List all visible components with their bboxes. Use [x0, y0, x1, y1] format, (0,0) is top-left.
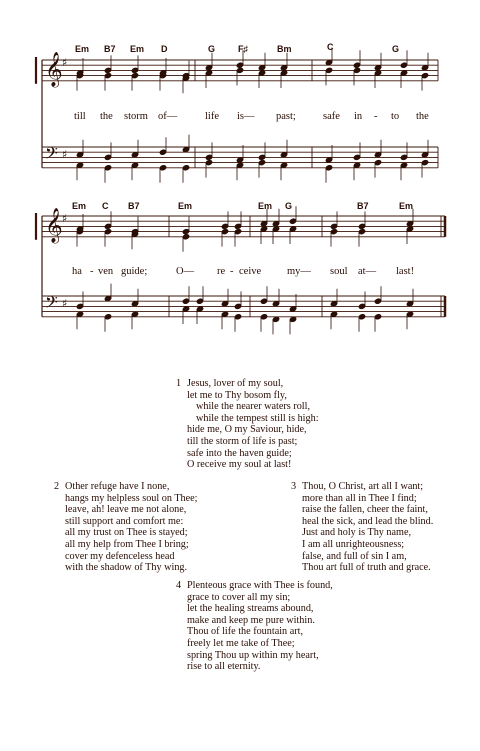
verse-line: till the storm of life is past; — [187, 435, 298, 447]
lyric-syllable: - — [374, 111, 378, 122]
verse-line: Thou of life the fountain art, — [187, 626, 303, 638]
key-signature-sharp-icon: ♯ — [62, 297, 68, 310]
lyric-syllable: guide; — [121, 266, 148, 277]
lyric-syllable: - — [230, 266, 234, 277]
chord-symbol: G — [392, 44, 400, 54]
lyric-syllable: is— — [237, 111, 255, 122]
verse-line: Thou, O Christ, art all I want; — [302, 481, 424, 492]
chord-symbol: Bm — [277, 44, 292, 54]
chord-symbol: G — [208, 44, 216, 54]
lyric-syllable: storm — [124, 111, 148, 122]
verse-1 — [176, 378, 319, 471]
verse-line: Just and holy is Thy name, — [302, 527, 412, 539]
verse-line: safe into the haven guide; — [187, 447, 292, 459]
chord-symbol: C — [102, 201, 109, 211]
verse-line: spring Thou up within my heart, — [187, 649, 319, 661]
chord-symbol: B7 — [128, 201, 140, 211]
verse-line: Other refuge have I none, — [65, 481, 170, 492]
chord-symbol: Em — [178, 201, 193, 211]
verse-line: still support and comfort me: — [65, 515, 184, 527]
verse-line: let the healing streams abound, — [187, 603, 314, 615]
lyric-syllable: ven — [98, 266, 114, 277]
music-score — [0, 0, 480, 370]
treble-clef-icon: 𝄞 — [45, 208, 63, 243]
chord-symbol: Em — [258, 201, 273, 211]
verse-line: all my trust on Thee is stayed; — [65, 527, 188, 539]
lyric-syllable: last! — [396, 266, 415, 277]
chord-symbol: Em — [72, 201, 87, 211]
lyric-syllable: of— — [158, 111, 178, 122]
chord-symbol: D — [161, 44, 168, 54]
chord-symbol: B7 — [357, 201, 369, 211]
lyric-syllable: soul — [330, 266, 348, 277]
key-signature-sharp-icon: ♯ — [62, 56, 68, 69]
verse-line: hide me, O my Saviour, hide, — [187, 424, 307, 436]
verse-line: Thou art full of truth and grace. — [302, 562, 431, 574]
lyric-syllable: the — [416, 111, 429, 122]
lyric-syllable: the — [100, 111, 113, 122]
lyric-syllable: in — [354, 111, 363, 122]
verse-number: 1 — [176, 378, 182, 389]
verse-line: I am all unrighteousness; — [302, 538, 405, 550]
verse-line: rise to all eternity. — [187, 661, 261, 673]
key-signature-sharp-icon: ♯ — [62, 148, 68, 161]
verse-line: hangs my helpless soul on Thee; — [65, 492, 198, 504]
chord-symbol: C — [327, 42, 334, 52]
verse-line: leave, ah! leave me not alone, — [65, 504, 187, 516]
lyric-syllable: ha — [72, 266, 82, 277]
verse-line: heal the sick, and lead the blind. — [302, 515, 434, 527]
verse-line: all my help from Thee I bring; — [65, 538, 189, 550]
chord-symbol: G — [285, 201, 293, 211]
verse-line: O receive my soul at last! — [187, 459, 292, 471]
chord-symbol: Em — [399, 201, 414, 211]
bass-clef-icon: 𝄢 — [45, 292, 58, 316]
chord-symbol: B7 — [104, 44, 116, 54]
lyric-syllable: my— — [287, 266, 311, 277]
verse-line: freely let me take of Thee; — [187, 637, 295, 649]
verse-number: 2 — [54, 481, 60, 492]
verse-line: let me to Thy bosom fly, — [187, 389, 287, 401]
lyric-syllable: past; — [276, 111, 296, 122]
verse-line: make and keep me pure within. — [187, 614, 315, 626]
lyric-syllable: at— — [358, 266, 377, 277]
verse-line: Jesus, lover of my soul, — [187, 378, 284, 389]
verse-line: raise the fallen, cheer the faint, — [302, 504, 428, 516]
chord-symbol: F♯ — [238, 44, 248, 54]
verse-line: while the nearer waters roll, — [196, 401, 310, 413]
chord-symbol: Em — [130, 44, 145, 54]
chord-symbol: Em — [75, 44, 90, 54]
verse-number: 3 — [291, 481, 297, 492]
verse-line: Plenteous grace with Thee is found, — [187, 580, 333, 591]
verse-3 — [291, 481, 434, 574]
verse-line: grace to cover all my sin; — [187, 591, 291, 603]
lyric-syllable: ceive — [239, 266, 262, 277]
lyric-syllable: to — [391, 111, 400, 122]
lyric-syllable: re — [217, 266, 226, 277]
verse-line: more than all in Thee I find; — [302, 492, 417, 504]
lyric-syllable: till — [74, 111, 86, 122]
treble-clef-icon: 𝄞 — [45, 52, 63, 87]
verse-line: cover my defenceless head — [65, 550, 175, 562]
verse-line: while the tempest still is high: — [196, 412, 319, 424]
lyric-syllable: O— — [176, 266, 195, 277]
verse-line: with the shadow of Thy wing. — [65, 562, 188, 574]
bass-clef-icon: 𝄢 — [45, 143, 58, 167]
verse-2 — [54, 481, 198, 574]
key-signature-sharp-icon: ♯ — [62, 212, 68, 225]
lyric-syllable: safe — [323, 111, 340, 122]
verse-4 — [176, 580, 333, 673]
lyric-syllable: - — [90, 266, 94, 277]
verse-number: 4 — [176, 580, 182, 591]
lyric-syllable: life — [205, 111, 219, 122]
verse-line: false, and full of sin I am, — [302, 550, 407, 562]
